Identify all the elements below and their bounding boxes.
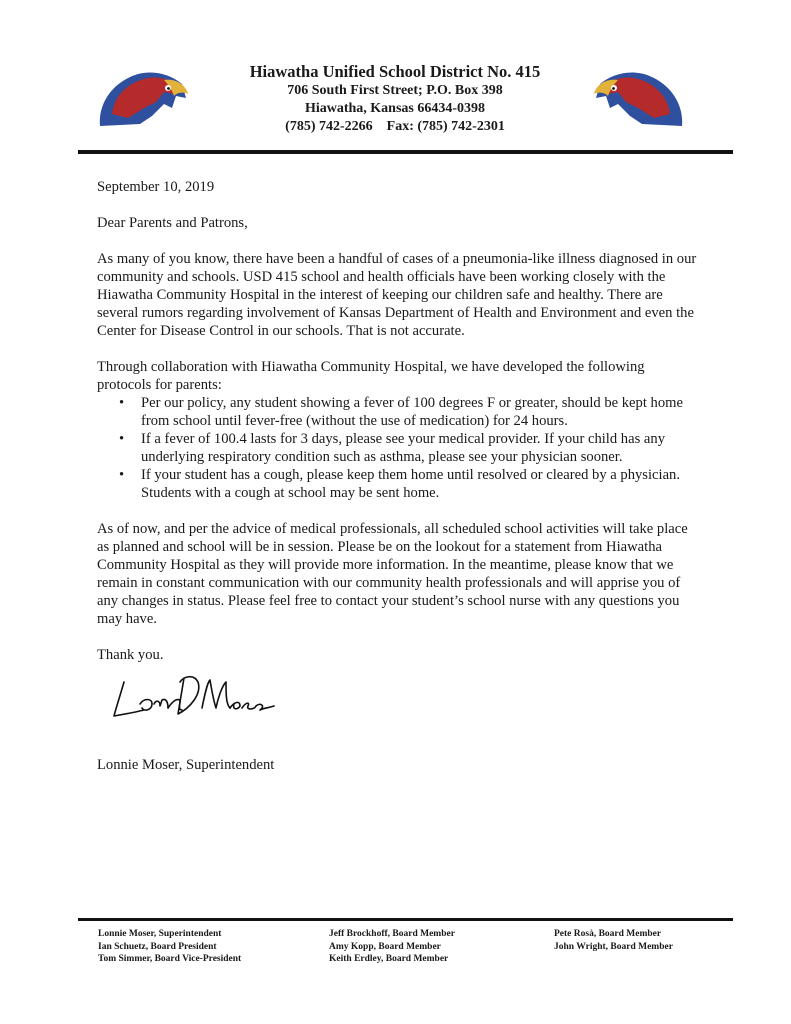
footer-member: Lonnie Moser, Superintendent: [98, 929, 222, 939]
hawk-mascot-icon: [94, 64, 190, 136]
footer-member: Jeff Brockhoff, Board Member: [329, 929, 455, 939]
footer-column-2: [329, 928, 455, 966]
paragraph-2: Through collaboration with Hiawatha Community Hospital, we have developed the following protocols for parents:: [97, 359, 645, 393]
district-name: Hiawatha Unified School District No. 415: [249, 62, 541, 81]
footer-member: Pete Rosà, Board Member: [554, 929, 662, 939]
hawk-mascot-icon: [592, 64, 688, 136]
protocol-item: • Per our policy, any student showing a fever of 100 degrees F or greater, should be kept home from school until fever-free (without the use of medication) for 24 hours.: [141, 394, 697, 430]
address-line-2: Hiawatha, Kansas 66434-0398: [304, 101, 486, 116]
header-divider: [78, 150, 733, 154]
handwritten-signature: [110, 668, 280, 728]
protocol-item: • If a fever of 100.4 lasts for 3 days, please see your medical provider. If your child has any underlying respiratory condition such as asthma, please see your physician sooner.: [141, 430, 697, 466]
footer-member: Ian Schuetz, Board President: [98, 941, 217, 952]
phone-fax-line: (785) 742-2266 Fax: (785) 742-2301: [285, 119, 505, 134]
protocol-list: [97, 394, 697, 502]
footer-member: Keith Erdley, Board Member: [329, 954, 449, 964]
protocol-item: • If your student has a cough, please keep them home until resolved or cleared by a physician. Students with a cough at school may be sent home.: [141, 466, 697, 502]
footer-member: Amy Kopp, Board Member: [329, 941, 441, 952]
letter-body: [97, 178, 697, 664]
paragraph-3: As of now, and per the advice of medical professionals, all scheduled school activities will take place as planned and school will be in session. Please be on the lookout for a statement from Hiawatha Community Hospital as they will provide more information. In the meantime, please know that we remain in constant communication with our community health professionals and will apprise you of any changes in status. Please feel free to contact your student’s school nurse with any questions you may have.: [97, 521, 688, 627]
paragraph-1: As many of you know, there have been a handful of cases of a pneumonia-like illness diagnosed in our community and schools. USD 415 school and health officials have been working closely with the Hiawatha Community Hospital in the interest of keeping our children safe and healthy. There are several rumors regarding involvement of Kansas Department of Health and Environment and even the Center for Disease Control in our schools. That is not accurate.: [97, 251, 697, 339]
footer-member: John Wright, Board Member: [554, 941, 673, 952]
salutation: Dear Parents and Patrons,: [97, 215, 248, 231]
footer-member: Tom Simmer, Board Vice-President: [98, 954, 242, 964]
footer-divider: [78, 918, 733, 921]
closing: Thank you.: [97, 647, 164, 663]
footer-column-3: [554, 928, 673, 953]
footer-column-1: [98, 928, 241, 966]
signer-name: Lonnie Moser, Superintendent: [97, 757, 275, 773]
letterhead: [0, 60, 791, 150]
address-line-1: 706 South First Street; P.O. Box 398: [287, 83, 503, 98]
letter-date: September 10, 2019: [97, 179, 215, 195]
